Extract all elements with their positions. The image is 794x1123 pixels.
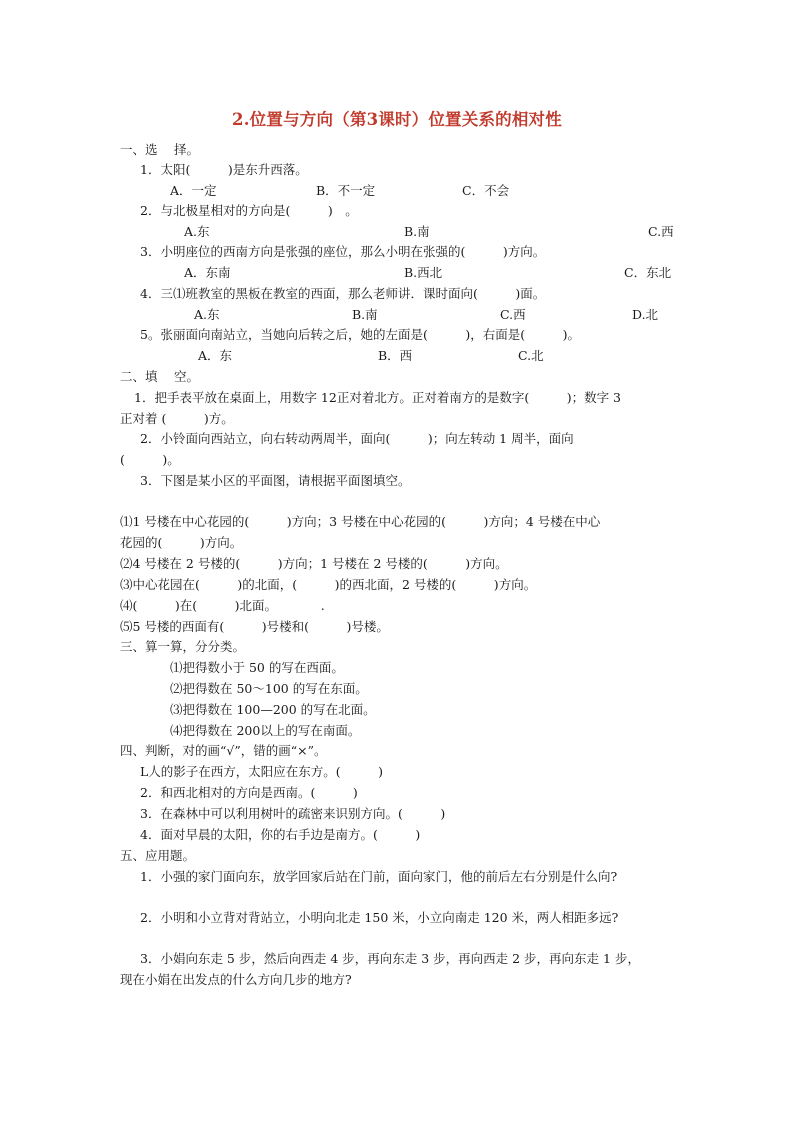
s2-q2-line2: ( )。 xyxy=(120,452,180,467)
s4-q1: L人的影子在西方，太阳应在东方。( ) xyxy=(140,764,384,779)
s1-q3-option-c: C．东北 xyxy=(624,265,672,280)
s3-item-2: ⑵把得数在 50～100 的写在东面。 xyxy=(170,681,368,696)
s3-item-3: ⑶把得数在 100—200 的写在北面。 xyxy=(170,702,376,717)
s2-q1-line1: 1．把手表平放在桌面上，用数字 12正对着北方。正对着南方的是数字( )；数字 3 xyxy=(134,390,622,405)
s1-q4-option-d: D.北 xyxy=(632,307,659,322)
s2-fill-5: ⑸5 号楼的西面有( )号楼和( )号楼。 xyxy=(120,619,389,634)
s1-q3-option-b: B.西北 xyxy=(404,265,443,280)
s2-q3-text: 3．下图是某小区的平面图，请根据平面图填空。 xyxy=(140,473,411,488)
s4-q2: 2．和西北相对的方向是西南。( ) xyxy=(140,785,358,800)
s5-q2: 2．小明和小立背对背站立，小明向北走 150 米，小立向南走 120 米，两人相距多远? xyxy=(140,910,619,925)
worksheet-title: 2.位置与方向（第3课时）位置关系的相对性 xyxy=(232,110,562,129)
s1-q2-option-c: C.西 xyxy=(648,224,674,239)
s2-fill-4: ⑷( )在( )北面。 . xyxy=(120,598,325,613)
s2-fill-2: ⑵4 号楼在 2 号楼的( )方向；1 号楼在 2 号楼的( )方向。 xyxy=(120,556,508,571)
s2-q2-line1: 2．小铃面向西站立，向右转动两周半，面向( )；向左转动 1 周半，面向 xyxy=(140,431,574,446)
s1-q5-option-b: B．西 xyxy=(378,348,413,363)
s5-q3-line1: 3．小娟向东走 5 步，然后向西走 4 步，再向东走 3 步，再向西走 2 步，再向东走 1 步， xyxy=(140,951,640,966)
s1-q5-text: 5。张丽面向南站立，当她向后转之后，她的左面是( )，右面是( )。 xyxy=(140,327,580,342)
s1-q1-option-b: B．不一定 xyxy=(316,183,376,198)
s2-fill-1-line2: 花园的( )方向。 xyxy=(120,535,243,550)
s5-q3-line2: 现在小娟在出发点的什么方向几步的地方? xyxy=(120,972,352,987)
s1-q1-text: 1．太阳( )是东升西落。 xyxy=(140,162,308,177)
s1-q1-option-a: A．一定 xyxy=(170,183,217,198)
s1-q4-option-c: C.西 xyxy=(500,307,526,322)
s2-fill-3: ⑶中心花园在( )的北面，( )的西北面，2 号楼的( )方向。 xyxy=(120,577,537,592)
section-4-heading: 四、判断，对的画“√”，错的画“×”。 xyxy=(120,743,327,758)
section-5-heading: 五、应用题。 xyxy=(120,848,196,863)
s3-item-4: ⑷把得数在 200以上的写在南面。 xyxy=(170,723,361,738)
s3-item-1: ⑴把得数小于 50 的写在西面。 xyxy=(170,660,344,675)
s2-q1-line2: 正对着 ( )方。 xyxy=(120,411,234,426)
s1-q1-option-c: C．不会 xyxy=(462,183,510,198)
s1-q4-option-a: A.东 xyxy=(194,307,220,322)
s1-q5-option-a: A．东 xyxy=(198,348,233,363)
s4-q3: 3．在森林中可以利用树叶的疏密来识别方向。( ) xyxy=(140,806,446,821)
s1-q5-option-c: C.北 xyxy=(518,348,544,363)
s1-q2-option-a: A.东 xyxy=(184,224,210,239)
s1-q3-text: 3．小明座位的西南方向是张强的座位，那么小明在张强的( )方向。 xyxy=(140,244,546,259)
s1-q3-option-a: A．东南 xyxy=(184,265,231,280)
s1-q2-option-b: B.南 xyxy=(404,224,430,239)
s1-q4-text: 4．三⑴班教室的黑板在教室的西面，那么老师讲．课时面向( )面。 xyxy=(140,286,546,301)
s2-fill-1-line1: ⑴1 号楼在中心花园的( )方向；3 号楼在中心花园的( )方向；4 号楼在中心 xyxy=(120,514,601,529)
s4-q4: 4．面对早晨的太阳，你的右手边是南方。( ) xyxy=(140,827,421,842)
s1-q4-option-b: B.南 xyxy=(352,307,378,322)
section-3-heading: 三、算一算，分分类。 xyxy=(120,639,246,654)
section-2-heading: 二、填 空。 xyxy=(120,369,199,384)
s1-q2-text: 2．与北极星相对的方向是( ) 。 xyxy=(140,203,358,218)
s5-q1: 1．小强的家门面向东，放学回家后站在门前，面向家门，他的前后左右分别是什么向? xyxy=(140,869,618,884)
section-1-heading: 一、选 择。 xyxy=(120,142,199,157)
